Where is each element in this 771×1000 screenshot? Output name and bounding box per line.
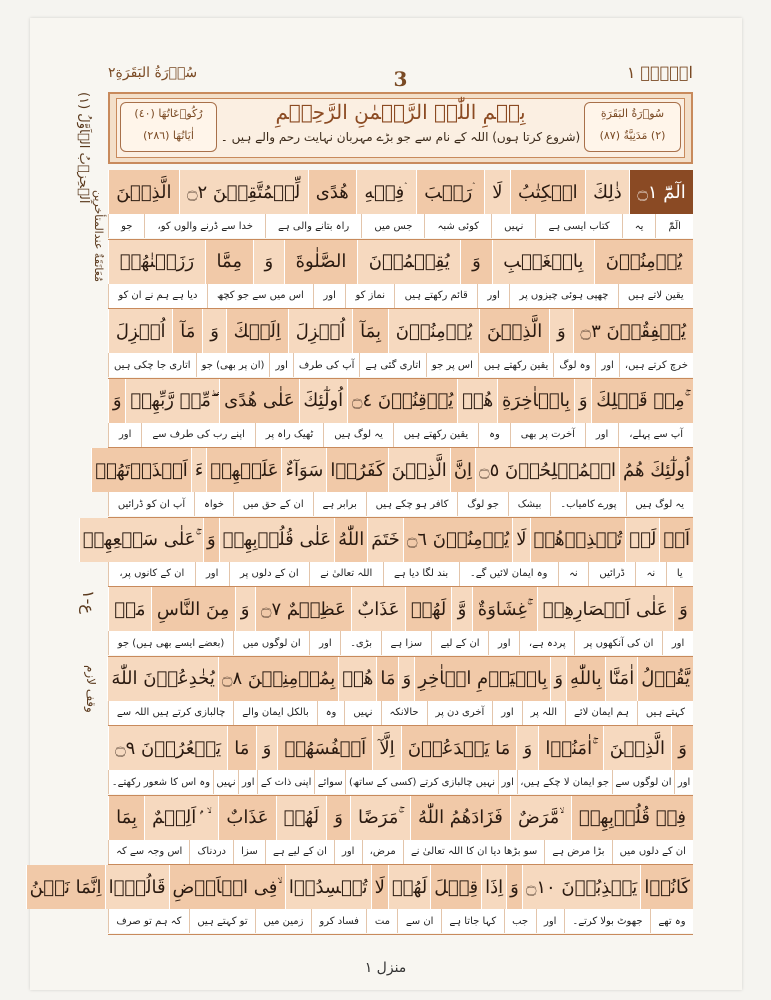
urdu-word: راہ بتانے والی ہے [265,214,361,238]
urdu-word: اپنے رب کی طرف سے [141,423,254,447]
urdu-word: بالکل ایمان والے [233,701,317,725]
arabic-word: وَ [516,726,538,770]
arabic-word: هُمۡ [457,379,497,423]
urdu-word: اس وجہ سے کہ [108,840,189,864]
urdu-word: اس میں سے جو کچھ [207,284,313,308]
urdu-word: ان لوگوں سے [612,770,675,794]
urdu-word: وہ لوگ [553,353,595,377]
arabic-word: الۡمُفۡلِحُوۡنَ ۝٥ [475,448,619,492]
arabic-word: غِشَاوَةٌ ۚ [472,587,537,631]
urdu-word: اور [313,284,345,308]
waqf-marker: وقف لازم [84,665,98,713]
arabic-word: يُؤۡمِنُوۡنَ ۝٦ [403,518,512,562]
urdu-word: ان سے [397,909,440,933]
urdu-word: یہ لوگ ہیں [626,492,694,516]
urdu-word: بڑا مرض ہے [544,840,611,864]
arabic-word: يَكۡذِبُوۡنَ ۝١٠ [522,865,641,909]
urdu-word: آپ کی طرف [293,353,360,377]
urdu-row [108,701,693,725]
arabic-word: اَمۡ [659,518,693,562]
urdu-row [108,353,693,377]
urdu-word: یہ لوگ ہیں [323,423,393,447]
arabic-word: عَلٰى سَمۡعِهِمۡ ۚ [79,518,203,562]
urdu-word: برابر ہے [313,492,366,516]
arabic-word: وَ [460,240,491,284]
arabic-word: اٰمَنُوۡا ۚ [538,726,602,770]
urdu-word: اپنی ذات کے [257,770,314,794]
urdu-row [108,631,693,655]
urdu-word: اور [195,562,229,586]
arabic-word: اُنۡزِلَ [108,309,172,353]
arabic-word: يُؤۡمِنُوۡنَ [388,309,479,353]
urdu-word: ان کی آنکھوں پر [574,631,662,655]
arabic-word: اُنۡزِلَ [288,309,352,353]
urdu-row [108,840,693,864]
urdu-word: آخری دن پر [427,701,493,725]
verse-line [108,726,693,796]
urdu-word: اتاری جا چکی ہیں [108,353,196,377]
arabic-word: يُوۡقِنُوۡنَ ۝٤ [347,379,457,423]
urdu-word: اس پر جو [426,353,478,377]
arabic-row [108,726,693,770]
verse-line [82,518,693,588]
arabic-word: لَهُمۡ [405,587,452,631]
arabic-row [108,587,693,631]
urdu-word: پورے کامیاب۔ [550,492,625,516]
arabic-word: بِالۡغَيۡبِ [492,240,594,284]
arabic-word: وَ [203,518,219,562]
urdu-word: چالبازی کرتے ہیں اللہ سے [108,701,233,725]
arabic-word: مَا [227,726,255,770]
urdu-word: سو بڑھا دیا ان کا اللہ تعالیٰ نے [403,840,544,864]
urdu-word: فساد کرو [311,909,366,933]
urdu-word: ان کے لیے [431,631,488,655]
arabic-word: لَمۡ [625,518,659,562]
arabic-word: وَ [549,309,572,353]
urdu-word: کہا جاتا ہے [441,909,504,933]
arabic-word: اِنَّ [450,448,475,492]
arabic-word: بِمَا [108,796,144,840]
urdu-word: اور [309,631,340,655]
urdu-word: آپ سے پہلے، [618,423,693,447]
urdu-word: نہیں چالبازی کرتے (کسی کے ساتھ) [345,770,497,794]
urdu-word: سزا ہے [381,631,431,655]
urdu-word: یہ [622,214,656,238]
arabic-word: عَظِيۡمٌ ۝٧ [255,587,351,631]
urdu-word: جھوٹ بولا کرتے۔ [564,909,650,933]
arabic-word: وَّ [451,587,471,631]
arabic-word: فِى الۡاَرۡضِ ۙ [169,865,285,909]
arabic-word: يَشۡعُرُوۡنَ ۝٩ [108,726,227,770]
urdu-word: ان کے دلوں میں [612,840,693,864]
arabic-word: لَا [371,865,388,909]
arabic-row [108,170,693,214]
arabic-word: مَرَضًا ۚ [350,796,410,840]
urdu-word: یقین لاتے ہیں [618,284,693,308]
urdu-word: جو ایمان لا چکے ہیں، [517,770,612,794]
arabic-word: وَ [550,657,566,701]
arabic-word: لَهُمۡ [276,796,327,840]
arabic-word: فِيۡهِ ۛ [356,170,416,214]
urdu-word: وہ ایمان لائیں گے۔ [459,562,558,586]
arabic-row [108,657,693,701]
urdu-word: بیشک [508,492,551,516]
urdu-row [108,770,693,794]
urdu-word: اور [269,353,292,377]
urdu-word: نہیں [213,770,239,794]
urdu-word: اور [492,701,521,725]
urdu-word: ان کے لیے ہے [265,840,334,864]
verse-line [95,448,693,518]
urdu-word: کتاب ایسی ہے [535,214,621,238]
urdu-word: آخرت پر بھی [510,423,585,447]
arabic-word: عَذَابٌ [218,796,275,840]
arabic-word: كَانُوۡا [640,865,693,909]
arabic-word: لَهُمۡ [388,865,430,909]
arabic-word: هُدًى [308,170,357,214]
verse-line [108,587,693,657]
urdu-word: اور [334,840,362,864]
arabic-word: وَ [235,587,255,631]
urdu-word: چھپی ہوئی چیزوں پر [509,284,618,308]
urdu-word: اور [238,770,257,794]
urdu-word: دردناک [189,840,233,864]
urdu-word: پردہ ہے، [519,631,574,655]
verse-line [108,309,693,379]
arabic-word: وَ [671,726,693,770]
urdu-word: بڑی۔ [340,631,380,655]
arabic-word: كَفَرُوۡا [326,448,387,492]
arabic-word: مِنَ النَّاسِ [151,587,235,631]
urdu-word: جو لوگ [457,492,508,516]
urdu-word: آپ ان کو ڈرائیں [108,492,194,516]
arabic-row [108,309,693,353]
arabic-word: اللّٰهُ [334,518,367,562]
arabic-word: الَّذِيۡنَ [108,170,179,214]
arabic-word: وَ [256,726,278,770]
arabic-word: وَ [673,587,693,631]
urdu-word: ٹھیک راہ پر [255,423,323,447]
urdu-word: ہم ایمان لائے [565,701,637,725]
urdu-word: نہیں [491,214,535,238]
urdu-word: وہ [317,701,345,725]
verse-line [108,379,693,449]
urdu-word: زمین میں [255,909,311,933]
arabic-word: اِنَّمَا نَحۡنُ [26,865,105,909]
arabic-word: عَذَابٌ [351,587,405,631]
arabic-word: اٰمَنَّا [605,657,638,701]
hizb-marker: اَلۡحِزۡبُ الۡاَوَّلُ (١) [76,92,91,204]
arabic-word: بِالۡيَوۡمِ الۡاٰخِرِ [414,657,550,701]
urdu-word: کہتے ہیں [637,701,693,725]
arabic-word: يُنۡفِقُوۡنَ ۝٣ [573,309,693,353]
arabic-word: لَا [484,170,510,214]
urdu-word: یا [666,562,694,586]
urdu-word: قائم رکھتے ہیں [394,284,477,308]
urdu-word: ڈرائیں [588,562,635,586]
arabic-word: رَيۡبَ ۛ [416,170,484,214]
arabic-word: اِلَيۡكَ [226,309,288,353]
verse-line [108,657,693,727]
arabic-word: قَالُوۡٓا [105,865,169,909]
arabic-word: لِّلۡمُتَّقِيۡنَ ۝٢ [179,170,308,214]
bismillah: بِسۡمِ اللّٰہِ الرَّحۡمٰنِ الرَّحِیۡمِ [275,100,526,124]
verse-line [108,170,693,240]
urdu-word: مت [366,909,397,933]
arabic-word: اِلَّآ [372,726,400,770]
urdu-word: اور [585,423,618,447]
urdu-word: وہ تھے [650,909,693,933]
urdu-word: خواہ [194,492,233,516]
arabic-word: يُؤۡمِنُوۡنَ [594,240,693,284]
urdu-word: مرض، [362,840,403,864]
page-header [108,45,693,90]
arabic-word: تُفۡسِدُوۡا [285,865,371,909]
arabic-word: اُولٰٓئِكَ هُمُ [619,448,693,492]
urdu-word: جو [108,214,144,238]
surah-heading-frame [108,92,693,164]
arabic-word: بِمَآ [352,309,388,353]
arabic-row [29,865,693,909]
urdu-word: اور [595,353,618,377]
urdu-word: (ان پر بھی) جو [196,353,270,377]
urdu-word: ان کے کانوں پر، [108,562,195,586]
verse-line [108,796,693,866]
urdu-word: اور [536,909,564,933]
surah-count-box [120,102,217,152]
urdu-word: نہ [558,562,588,586]
arabic-word: ذٰلِكَ [585,170,629,214]
arabic-word: مَا [376,657,398,701]
arabic-word: وَ [506,865,522,909]
verse-line [29,865,693,935]
urdu-word: (بعضے ایسے بھی ہیں) جو [108,631,233,655]
arabic-word: الۡكِتٰبُ [510,170,585,214]
urdu-word: وہ [478,423,510,447]
arabic-word: ءَ [191,448,206,492]
urdu-word: نہیں [344,701,380,725]
urdu-word: اور [488,631,519,655]
arabic-word: تُنۡذِرۡهُمۡ [530,518,626,562]
urdu-word: تو کہتے ہیں [189,909,255,933]
arabic-word: الَّذِيۡنَ [603,726,671,770]
arabic-row [95,448,693,492]
urdu-word: کافر ہو چکے ہیں [366,492,458,516]
arabic-word: اَنۡذَرۡتَهُمۡ [91,448,191,492]
urdu-word: جب [504,909,536,933]
ruku-count: رُکُوۡعَاتُهَا (٤٠) [134,107,203,120]
urdu-word: خدا سے ڈرنے والوں کو، [144,214,265,238]
urdu-row [108,214,693,238]
arabic-word: اَلِيۡمٌ ۢ ۙ [144,796,218,840]
arabic-word: عَلٰى قُلُوۡبِهِمۡ [219,518,335,562]
arabic-word: اِذَا [481,865,506,909]
arabic-word: مِنۡ قَبۡلِكَ ۚ [591,379,693,423]
urdu-word: ان لوگوں میں [233,631,309,655]
manzil-label: منزل ١ [364,960,407,976]
urdu-word: کوئی شبہ [424,214,491,238]
urdu-word: اور [662,631,693,655]
page-number: 3 [393,67,408,91]
arabic-word: سَوَآءٌ [281,448,326,492]
surah-info-name: سُوۡرَةُ البَقَرَةِ [600,107,665,120]
arabic-word: مَنۡ [108,587,151,631]
urdu-word: ان کے حق میں [233,492,313,516]
urdu-row [108,423,693,447]
urdu-word: خرچ کرتے ہیں، [619,353,693,377]
arabic-row [82,518,693,562]
urdu-word: بند لگا دیا ہے [383,562,459,586]
urdu-row [108,284,693,308]
arabic-word: عَلٰى هُدًى [219,379,298,423]
arabic-word: وَ [326,796,350,840]
arabic-word: الصَّلٰوةَ [284,240,357,284]
urdu-word: اتاری گئی ہے [359,353,425,377]
arabic-word: بِالۡاٰخِرَةِ [497,379,574,423]
arabic-word: يَّقُوۡلُ [637,657,693,701]
arabic-word: مَا يَخۡدَعُوۡنَ [401,726,517,770]
arabic-word: وَ [574,379,591,423]
urdu-word: اور [498,770,517,794]
urdu-word: حالانکہ [381,701,427,725]
surah-name: سُوۡرَةُ البَقَرَةِ٢ [108,65,198,81]
arabic-word: الَّذِيۡنَ [479,309,549,353]
urdu-word: ان کے دلوں پر [229,562,309,586]
arabic-word: وَ [253,240,284,284]
urdu-word: نماز کو [345,284,394,308]
urdu-word: دیا ہے ہم نے ان کو [108,284,207,308]
urdu-row [108,562,693,586]
arabic-word: فَزَادَهُمُ اللّٰهُ [410,796,510,840]
urdu-word: سوائے [314,770,345,794]
arabic-word: يُقِيۡمُوۡنَ [357,240,460,284]
urdu-word: یقین رکھتے ہیں [393,423,478,447]
arabic-word: يُخٰدِعُوۡنَ اللّٰهَ [107,657,217,701]
arabic-word: عَلَيۡهِمۡ [206,448,281,492]
ayat-count: اٰيَاتُهَا (٢٨٦) [143,129,194,142]
arabic-word: قِيۡلَ [430,865,481,909]
urdu-word: یقین رکھتے ہیں [478,353,553,377]
urdu-word: سزا [233,840,265,864]
arabic-word: مِمَّا [205,240,253,284]
surah-info-type: (٢) مَدَنِيَّةٌ (٨٧) [599,129,666,142]
urdu-word: اللہ تعالیٰ نے [309,562,383,586]
arabic-word: خَتَمَ [367,518,403,562]
arabic-word: وَ [108,379,125,423]
arabic-word: الَّذِيۡنَ [388,448,450,492]
arabic-row [108,379,693,423]
urdu-word: اور [108,423,141,447]
urdu-word: اللہ پر [522,701,565,725]
arabic-word: مَّرَضٌ ۙ [510,796,571,840]
arabic-word: هُمۡ [338,657,376,701]
ruku-note: مُعَانَقَةٌ عندالمتأخرين [92,190,105,282]
arabic-word: فِىۡ قُلُوۡبِهِمۡ [571,796,693,840]
arabic-word: مِّنۡ رَّبِّهِمۡ ۖ [125,379,219,423]
arabic-word: عَلٰى اَبۡصَارِهِمۡ [537,587,673,631]
para-name: الۤمّۤ ١ [626,63,693,82]
bismillah-translation: (شروع کرتا ہوں) اللہ کے نام سے جو بڑے مہربان نہایت رحم والے ہیں ۔ [220,130,581,144]
urdu-word: اور [477,284,509,308]
urdu-row [108,909,693,933]
surah-info-box [584,102,681,152]
arabic-row [108,240,693,284]
ain-marker: ع-١ [79,590,98,614]
arabic-word: وَ [398,657,414,701]
arabic-word: اَنۡفُسَهُمۡ [277,726,372,770]
arabic-word: وَ [202,309,225,353]
urdu-word: الٓمّٓ [655,214,693,238]
arabic-word: بِمُؤۡمِنِيۡنَ ۝٨ [218,657,338,701]
urdu-row [108,492,693,516]
arabic-word: بِاللّٰهِ [566,657,605,701]
arabic-word: لَا [512,518,529,562]
urdu-word: جس میں [361,214,424,238]
urdu-word: کہ ہم تو صرف [108,909,189,933]
arabic-word: مَآ [172,309,202,353]
arabic-word: اُولٰٓئِكَ [299,379,348,423]
arabic-word: رَزَقۡنٰهُمۡ [108,240,205,284]
verse-line [108,240,693,310]
arabic-word: الٓمّٓ ۝١ [629,170,693,214]
urdu-word: نہ [635,562,665,586]
urdu-word: اور [674,770,693,794]
arabic-row [108,796,693,840]
urdu-word: وہ اس کا شعور رکھتے۔ [108,770,213,794]
